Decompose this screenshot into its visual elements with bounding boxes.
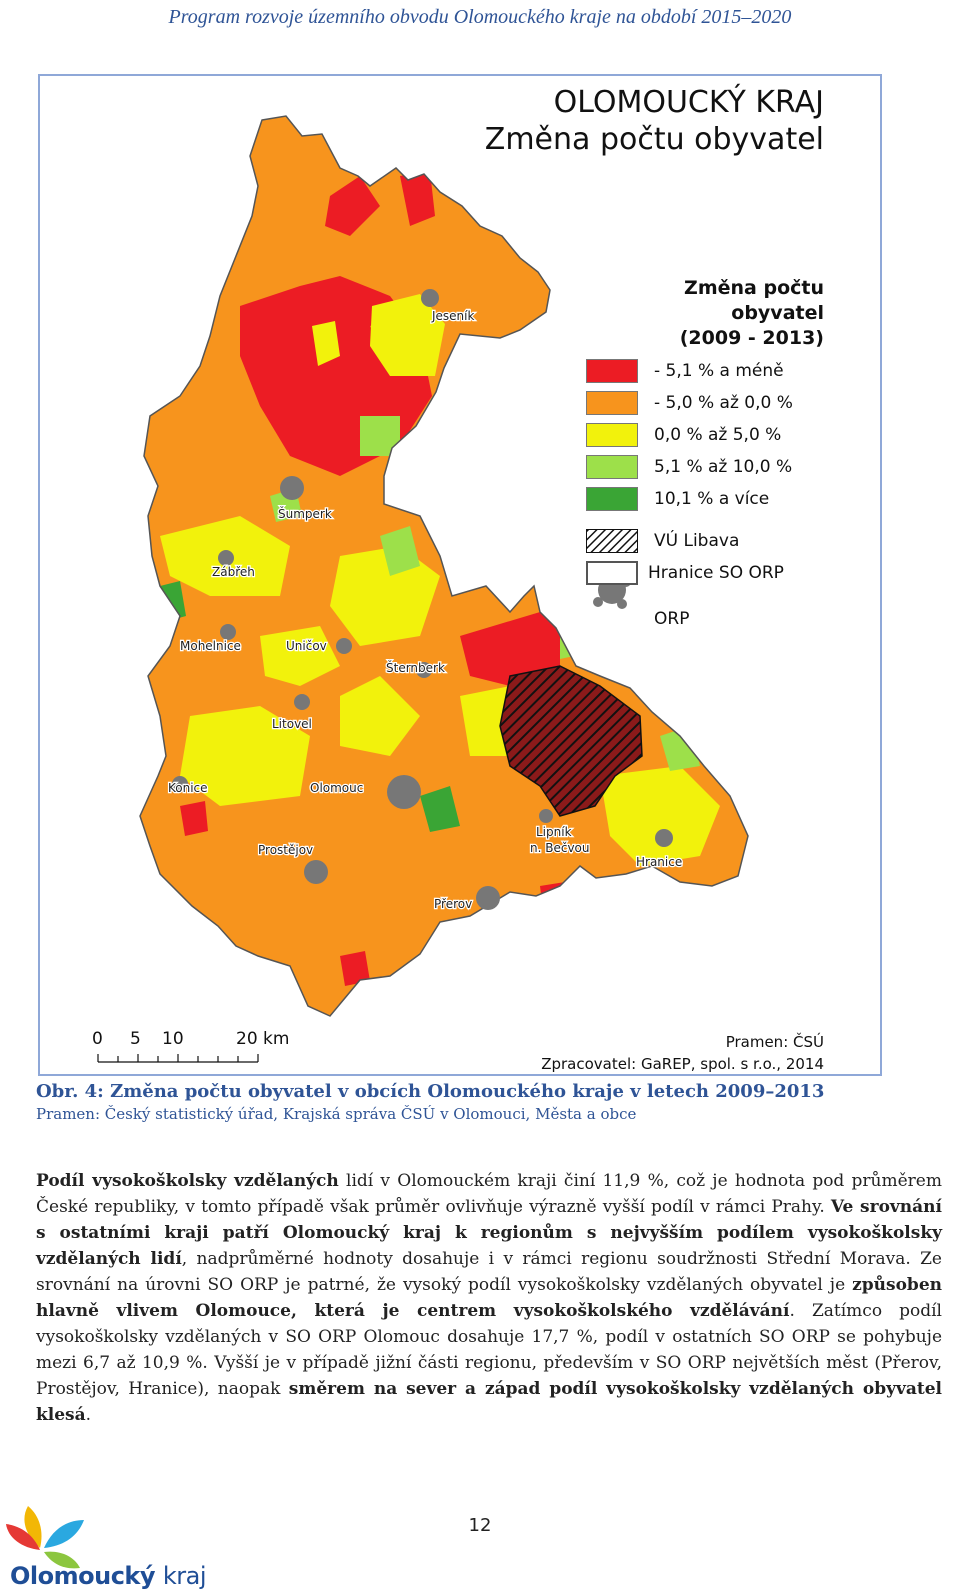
figure-caption <box>36 1080 926 1124</box>
legend-item-1 <box>586 357 836 389</box>
logo-word1: Olomoucký <box>10 1562 156 1590</box>
text-bold: způsoben hlavně vlivem Olomouce, která je centrem vysokoškolského vzdělávání <box>36 1275 942 1321</box>
text-run: . <box>85 1405 92 1425</box>
label-unicov: Uničov <box>286 639 327 653</box>
label-konice: Konice <box>168 781 208 795</box>
legend-item-5 <box>586 485 836 517</box>
map-source <box>541 1031 824 1075</box>
legend-item-2 <box>586 389 836 421</box>
scale-tick: 5 <box>130 1029 141 1049</box>
page-header: Program rozvoje územního obvodu Olomouckého kraje na období 2015–2020 <box>168 6 792 28</box>
label-jesenik: Jeseník <box>432 309 475 323</box>
legend-label: ORP <box>654 609 690 629</box>
body-paragraph <box>36 1168 942 1428</box>
map-title <box>485 84 824 158</box>
legend-label: 10,1 % a více <box>654 489 770 509</box>
text-run: , nadprůměrné hodnoty dosahuje i v rámci regionu soudržnosti Střední Morava. Ze srovnání na úrovni SO ORP je patrné, že vysoký podíl vysokoškolsky vzdělaných obyvatel je <box>36 1249 942 1295</box>
legend-item-orp <box>586 601 836 633</box>
legend-label: VÚ Libava <box>654 531 740 551</box>
label-lipnik: Lipník <box>536 825 572 839</box>
label-lipnik-becvou: n. Bečvou <box>530 841 590 855</box>
label-olomouc: Olomouc <box>310 781 364 795</box>
legend-label: 0,0 % až 5,0 % <box>654 425 782 445</box>
scale-tick: 10 <box>162 1029 184 1049</box>
legend-label: - 5,1 % a méně <box>654 361 784 381</box>
legend-item-orp-boundary <box>586 559 836 591</box>
legend-label: - 5,0 % až 0,0 % <box>654 393 793 413</box>
legend-item-4 <box>586 453 836 485</box>
caption-title: Obr. 4: Změna počtu obyvatel v obcích Olomouckého kraje v letech 2009–2013 <box>36 1081 825 1102</box>
map-title-line2: Změna počtu obyvatel <box>484 122 824 157</box>
legend-swatch-yellow <box>586 423 638 447</box>
map-legend <box>586 276 836 633</box>
text-bold: Podíl vysokoškolsky vzdělaných <box>36 1171 339 1191</box>
caption-source: Pramen: Český statistický úřad, Krajská správa ČSÚ v Olomouci, Města a obce <box>36 1105 637 1123</box>
label-litovel: Litovel <box>272 717 312 731</box>
label-mohelnice: Mohelnice <box>180 639 241 653</box>
page-number: 12 <box>468 1515 492 1536</box>
outline-swatch <box>586 561 638 585</box>
label-hranice: Hranice <box>636 855 683 869</box>
map-figure <box>38 74 882 1076</box>
legend-label: Hranice SO ORP <box>648 563 784 583</box>
logo-wordmark <box>10 1562 206 1590</box>
legend-item-libava <box>586 527 836 559</box>
legend-swatch-red <box>586 359 638 383</box>
text-run: . Zatímco podíl vysokoškolsky vzdělaných v SO ORP Olomouc dosahuje 17,7 %, podíl v ostatních SO ORP se pohybuje mezi 6,7 až 10,9 %. Vyšší je v případě jižní části regionu, především v SO ORP největších měst (Přerov, Prostějov, Hranice), naopak <box>36 1301 942 1399</box>
legend-swatch-orange <box>586 391 638 415</box>
source-line1: Pramen: ČSÚ <box>725 1033 824 1051</box>
text-bold: směrem na sever a západ podíl vysokoškolsky vzdělaných obyvatel klesá <box>36 1379 942 1425</box>
label-sternberk: Šternberk <box>386 661 445 675</box>
legend-item-3 <box>586 421 836 453</box>
label-prerov: Přerov <box>434 897 473 911</box>
legend-title <box>586 276 824 351</box>
legend-swatch-lightgreen <box>586 455 638 479</box>
scale-tick: 20 km <box>236 1029 290 1049</box>
scale-bar <box>98 1054 258 1062</box>
legend-title-line1: Změna počtu obyvatel <box>684 277 824 324</box>
source-line2: Zpracovatel: GaREP, spol. s r.o., 2014 <box>541 1055 824 1073</box>
label-sumperk: Šumperk <box>278 507 332 521</box>
hatch-swatch <box>586 529 638 553</box>
label-zabreh: Zábřeh <box>212 565 255 579</box>
legend-label: 5,1 % až 10,0 % <box>654 457 793 477</box>
legend-title-line2: (2009 - 2013) <box>679 327 824 349</box>
label-prostejov: Prostějov <box>258 843 314 857</box>
text-run: lidí v Olomouckém kraji činí 11,9 %, což je hodnota pod průměrem České republiky, v tomto případě však průměr ovlivňuje výrazně vyšší podíl v rámci Prahy. <box>36 1171 942 1217</box>
scale-tick: 0 <box>92 1029 103 1049</box>
legend-swatch-darkgreen <box>586 487 638 511</box>
logo-word2: kraj <box>162 1562 207 1590</box>
text-bold: Ve srovnání s ostatními kraji patří Olomoucký kraj k regionům s nejvyšším podílem vysokoškolsky vzdělaných lidí <box>36 1197 942 1269</box>
map-title-line1: OLOMOUCKÝ KRAJ <box>553 85 824 120</box>
